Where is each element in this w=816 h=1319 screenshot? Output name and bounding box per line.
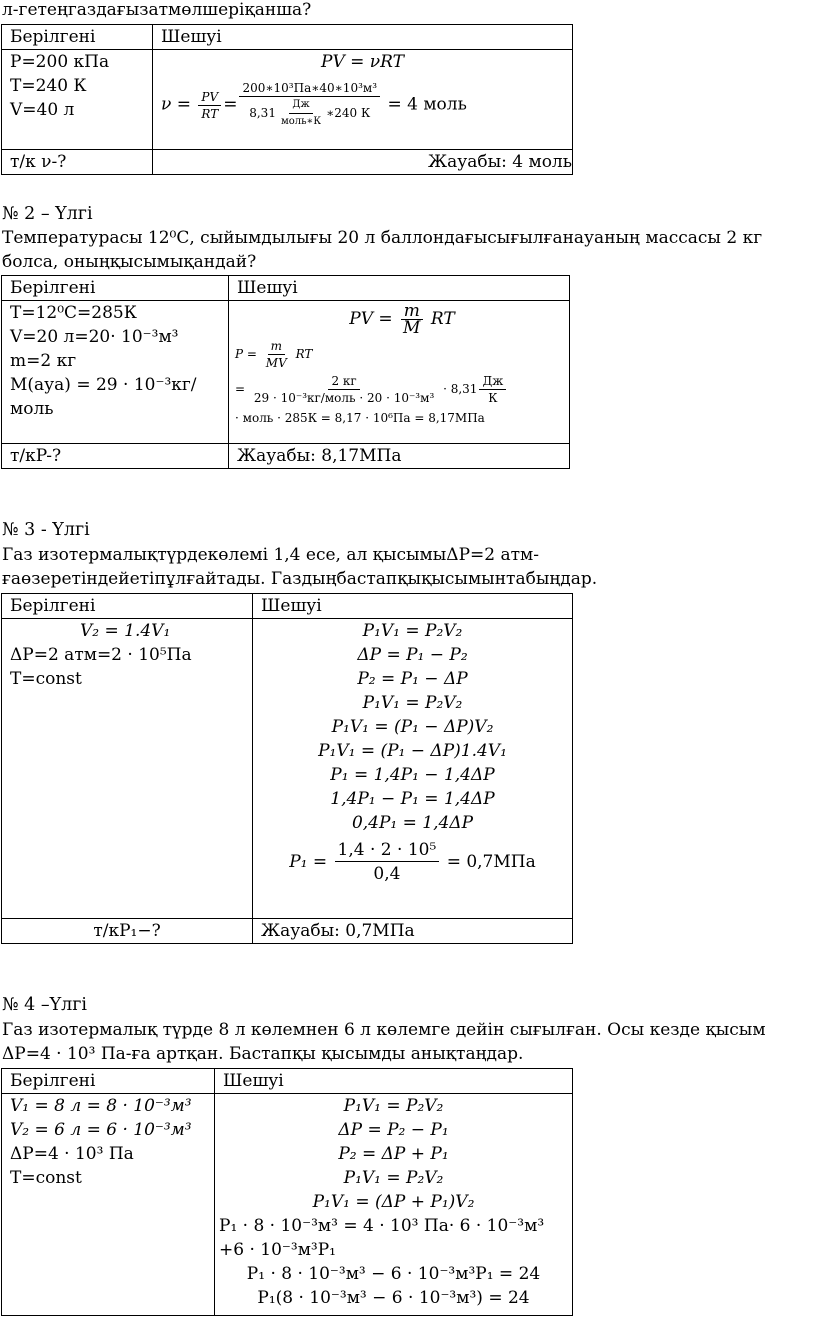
given-volume: V=20 л=20· 10⁻³м³ (10, 327, 179, 347)
step-2: ΔP = P₂ − P₁ (338, 1120, 449, 1140)
nu-result: = 4 моль (387, 94, 467, 115)
final-calc: P₁ = $\frac{\text{1,4 · 2 · 10⁵}}{0,4}$ = 0,7МПа (289, 840, 536, 884)
given-cell (2, 301, 229, 444)
find-cell: т/кP-? (2, 444, 229, 469)
example-3-problem-line-1: Газ изотермалықтүрдекөлемі 1,4 есе, ал қысымыΔP=2 атм- (2, 545, 539, 565)
given-header: Берілгені (2, 25, 153, 50)
example-4-table (1, 1068, 573, 1316)
given-volume: V=40 л (10, 100, 75, 120)
example-4-problem-line-1: Газ изотермалық түрде 8 л көлемнен 6 л көлемге дейін сығылған. Осы кезде қысым (2, 1020, 766, 1040)
given-v1: V₁ = 8 л = 8 · 10⁻³м³ (10, 1096, 192, 1116)
step-8: P₁ · 8 · 10⁻³м³ − 6 · 10⁻³м³P₁ = 24 (246, 1264, 541, 1284)
calc-tail: · моль · 285К = 8,17 · 10⁶Па = 8,17МПа (235, 411, 485, 425)
given-temperature: T=12⁰С=285К (10, 303, 137, 323)
answer-cell: Жауабы: 0,7МПа (253, 919, 573, 944)
step-6: P₁ · 8 · 10⁻³м³ = 4 · 10³ Па· 6 · 10⁻³м³ (219, 1216, 545, 1236)
example-3-heading: № 3 - Үлгі (2, 520, 90, 540)
formula-pv-nrt: PV = νRT (321, 52, 404, 72)
step-7: P₁ = 1,4P₁ − 1,4ΔP (330, 765, 495, 785)
given-header: Берілгені (2, 276, 229, 301)
step-3: P₂ = P₁ − ΔP (357, 669, 468, 689)
given-molar-mass-unit: моль (10, 399, 54, 419)
find-cell: т/к ν-? (2, 150, 153, 175)
step-5: P₁V₁ = (P₁ − ΔP)V₂ (331, 717, 494, 737)
solution-cell (153, 50, 573, 150)
given-cell (2, 1094, 215, 1316)
step-2: ΔP = P₁ − P₂ (357, 645, 468, 665)
solution-cell (253, 619, 573, 919)
answer-cell: Жауабы: 8,17МПа (229, 444, 570, 469)
solution-header: Шешуі (153, 25, 573, 50)
step-7: +6 · 10⁻³м³P₁ (219, 1240, 336, 1260)
given-molar-mass: M(ауа) = 29 · 10⁻³кг/ (10, 375, 197, 395)
fraction-values: 200∗10³Па∗40∗10³м³ 8,31 $\frac{Дж}{\text{моль∗К}}$ ∗240 К (239, 80, 380, 130)
solution-header: Шешуі (215, 1069, 573, 1094)
step-6: P₁V₁ = (P₁ − ΔP)1.4V₁ (318, 741, 507, 761)
answer-cell: Жауабы: 4 моль (153, 150, 573, 175)
step-1: P₁V₁ = P₂V₂ (362, 621, 463, 641)
given-mass: m=2 кг (10, 351, 77, 371)
step-9: P₁(8 · 10⁻³м³ − 6 · 10⁻³м³) = 24 (257, 1288, 530, 1308)
intro-line: л-гетеңгаздағызатмөлшеріқанша? (2, 0, 312, 20)
formula-pv-mrt: PV = $\frac{m}{M}$ RT (349, 301, 455, 338)
given-cell (2, 619, 253, 919)
solution-cell (229, 301, 570, 444)
find-cell: т/кP₁−? (2, 919, 253, 944)
given-header: Берілгені (2, 594, 253, 619)
formula-p: P = $\frac{m}{MV}$ RT (235, 339, 313, 370)
given-header: Берілгені (2, 1069, 215, 1094)
example-1-table (1, 24, 573, 175)
step-1: P₁V₁ = P₂V₂ (343, 1096, 444, 1116)
calc-line: = $\frac{2 кг}{\text{29 · 10⁻³кг/моль · 20 · 10⁻³м³}}$ · 8,31 $\frac{Дж}{К}$ (235, 373, 569, 406)
example-2-table (1, 275, 570, 469)
example-4-problem-line-2: ΔP=4 · 10³ Па-ға артқан. Бастапқы қысымды анықтаңдар. (2, 1044, 524, 1064)
step-8: 1,4P₁ − P₁ = 1,4ΔP (330, 789, 495, 809)
given-pressure: P=200 кПа (10, 52, 110, 72)
example-4-heading: № 4 –Үлгі (2, 995, 88, 1015)
example-2-heading: № 2 – Үлгі (2, 204, 93, 224)
calc-line: ν = $\frac{PV}{RT}$ = 200∗10³Па∗40∗10³м³ 8,31 $\frac{Дж}{\text{моль∗К}}$ ∗240 К = 4 моль (153, 80, 572, 130)
example-2-problem-line-2: болса, оныңқысымықандай? (2, 252, 257, 272)
given-cell (2, 50, 153, 150)
step-3: P₂ = ΔP + P₁ (338, 1144, 449, 1164)
given-delta-p: ΔP=4 · 10³ Па (10, 1144, 134, 1164)
step-5: P₁V₁ = (ΔP + P₁)V₂ (312, 1192, 475, 1212)
given-delta-p: ΔP=2 атм=2 · 10⁵Па (10, 645, 192, 665)
example-3-problem-line-2: ғаөзеретіндейетіпұлғайтады. Газдыңбастапқықысымынтабыңдар. (2, 569, 598, 589)
given-temperature: T=const (10, 1168, 82, 1188)
step-4: P₁V₁ = P₂V₂ (343, 1168, 444, 1188)
step-9: 0,4P₁ = 1,4ΔP (351, 813, 474, 833)
nu-lhs: ν = (161, 94, 191, 115)
given-v2: V₂ = 6 л = 6 · 10⁻³м³ (10, 1120, 192, 1140)
solution-header: Шешуі (229, 276, 570, 301)
fraction-pv-rt: $\frac{PV}{RT}$ (198, 89, 221, 122)
example-3-table (1, 593, 573, 944)
step-4: P₁V₁ = P₂V₂ (362, 693, 463, 713)
solution-header: Шешуі (253, 594, 573, 619)
given-temperature: T=240 К (10, 76, 87, 96)
example-2-problem-line-1: Температурасы 12⁰С, сыйымдылығы 20 л баллондағысығылғанауаның массасы 2 кг (2, 228, 763, 248)
given-temperature: T=const (10, 669, 82, 689)
given-v2: V₂ = 1.4V₁ (80, 621, 171, 641)
solution-cell (215, 1094, 573, 1316)
